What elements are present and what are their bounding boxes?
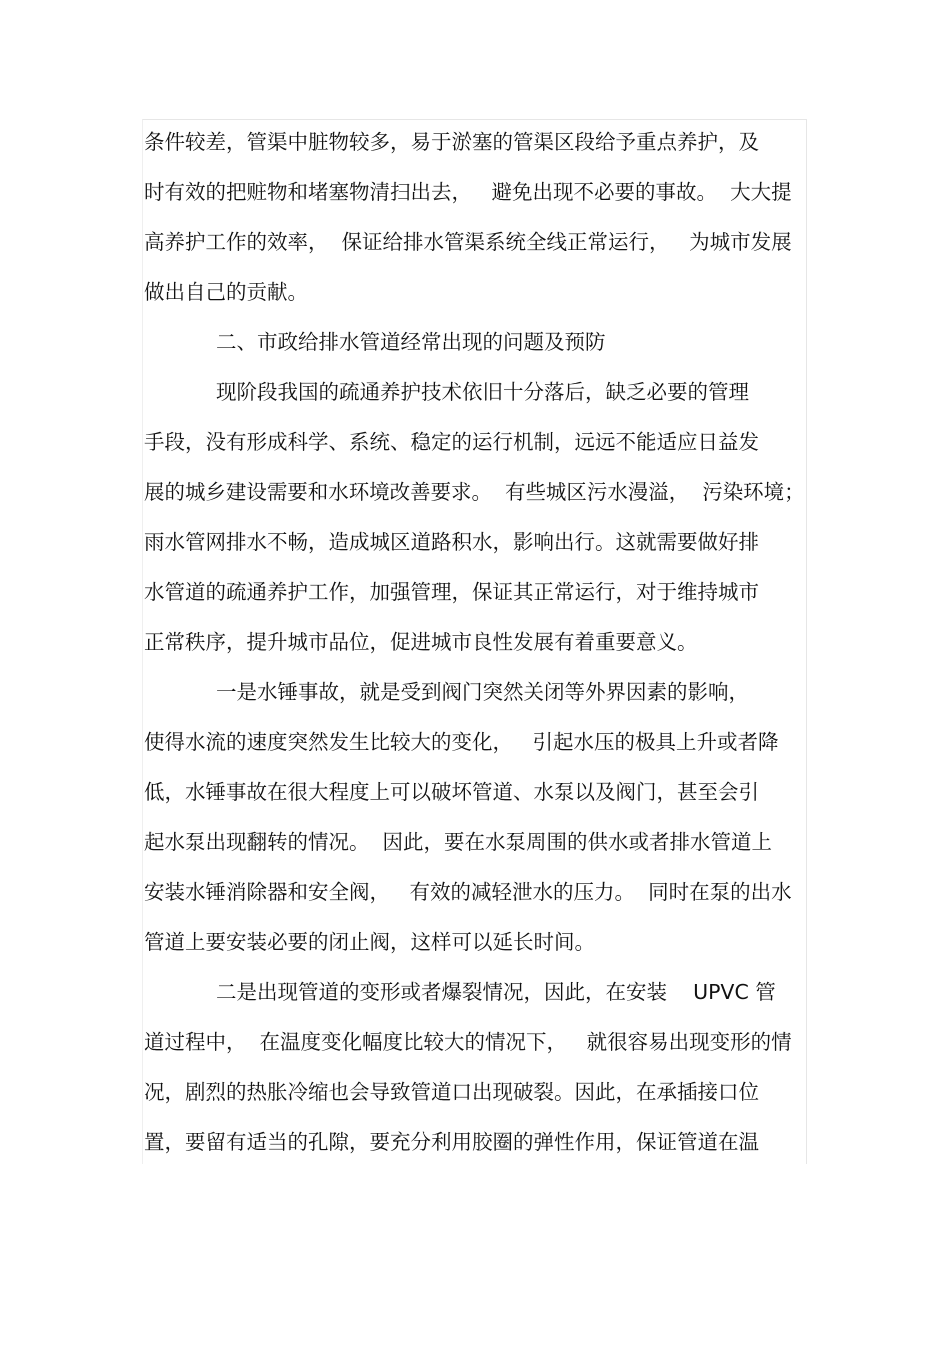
text-line: 雨水管网排水不畅，造成城区道路积水，影响出行。这就需要做好排 <box>144 530 759 554</box>
text-line: 时有效的把赃物和堵塞物清扫出去， 避免出现不必要的事故。 大大提 <box>144 180 792 204</box>
text-line: 道过程中， 在温度变化幅度比较大的情况下， 就很容易出现变形的情 <box>144 1030 792 1054</box>
text-line: 管道上要安装必要的闭止阀，这样可以延长时间。 <box>144 930 595 954</box>
paragraph-first-line: 一是水锤事故，就是受到阀门突然关闭等外界因素的影响， <box>216 680 749 704</box>
text-line: 手段，没有形成科学、系统、稳定的运行机制，远远不能适应日益发 <box>144 430 759 454</box>
text-line: 水管道的疏通养护工作，加强管理，保证其正常运行，对于维持城市 <box>144 580 759 604</box>
text-line: 置，要留有适当的孔隙，要充分利用胶圈的弹性作用，保证管道在温 <box>144 1130 759 1154</box>
text-line: 低，水锤事故在很大程度上可以破坏管道、水泵以及阀门，甚至会引 <box>144 780 759 804</box>
text-line: 安装水锤消除器和安全阀， 有效的减轻泄水的压力。 同时在泵的出水 <box>144 880 792 904</box>
paragraph-first-line: 现阶段我国的疏通养护技术依旧十分落后，缺乏必要的管理 <box>216 380 749 404</box>
text-line: 高养护工作的效率， 保证给排水管渠系统全线正常运行， 为城市发展 <box>144 230 792 254</box>
text-line: 况，剧烈的热胀冷缩也会导致管道口出现破裂。因此，在承插接口位 <box>144 1080 759 1104</box>
text-line: 正常秩序，提升城市品位，促进城市良性发展有着重要意义。 <box>144 630 698 654</box>
paragraph-first-line: 二是出现管道的变形或者爆裂情况，因此，在安装 UPVC 管 <box>216 980 776 1004</box>
section-heading: 二、市政给排水管道经常出现的问题及预防 <box>216 330 606 354</box>
text-line: 展的城乡建设需要和水环境改善要求。 有些城区污水漫溢， 污染环境； <box>144 480 805 504</box>
text-line: 使得水流的速度突然发生比较大的变化， 引起水压的极具上升或者降 <box>144 730 779 754</box>
text-line: 做出自己的贡献。 <box>144 280 308 304</box>
text-line: 起水泵出现翻转的情况。 因此，要在水泵周围的供水或者排水管道上 <box>144 830 773 854</box>
text-line: 条件较差，管渠中脏物较多，易于淤塞的管渠区段给予重点养护，及 <box>144 130 759 154</box>
